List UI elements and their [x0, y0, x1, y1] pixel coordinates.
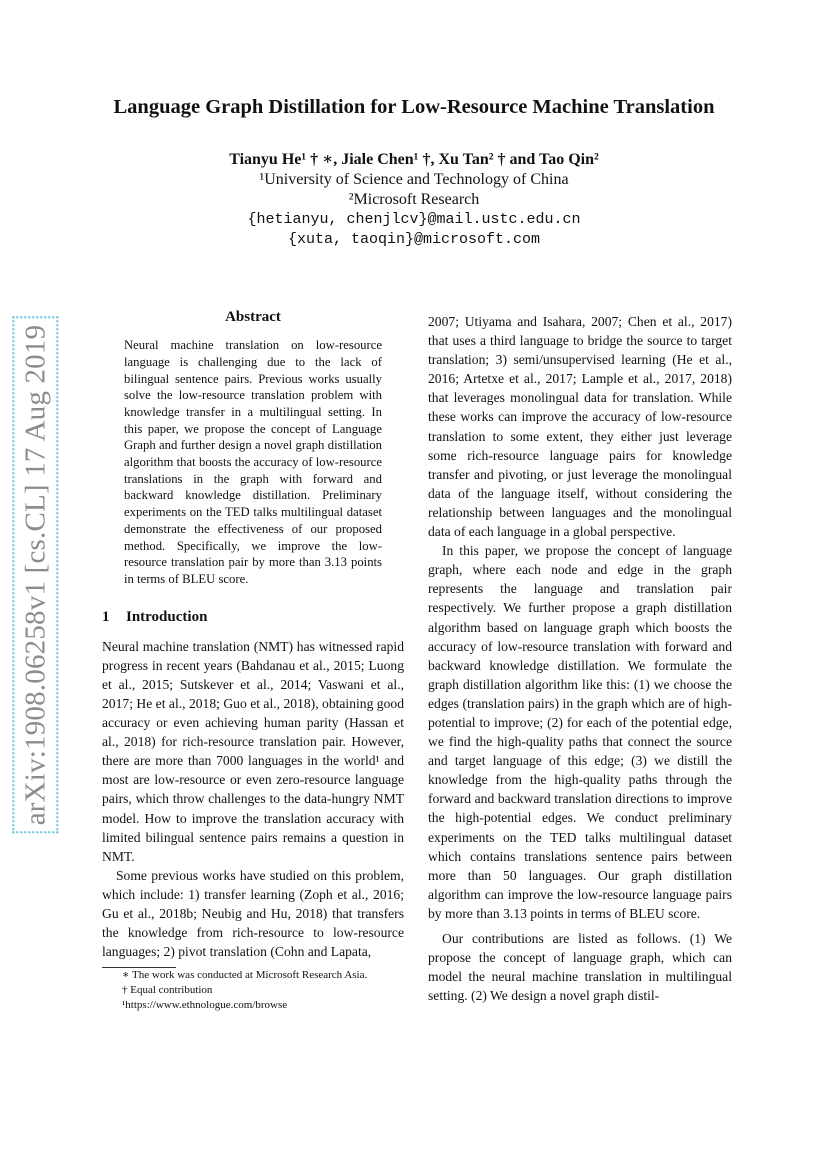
section-title: Introduction	[126, 608, 208, 625]
footnote-3: ¹https://www.ethnologue.com/browse	[122, 999, 288, 1012]
email-2: {xuta, taoqin}@microsoft.com	[287, 231, 541, 248]
intro-heading	[102, 608, 404, 627]
author-names: Tianyu He¹ † ∗, Jiale Chen¹ †, Xu Tan² † and Tao Qin²	[229, 151, 599, 168]
paper-title: Language Graph Distillation for Low-Resource Machine Translation	[113, 96, 715, 118]
right-paragraph-3: Our contributions are listed as follows. (1) We propose the concept of language graph, which can model the neural machine translation in multilingual setting. (2) We design a novel graph distil-	[428, 931, 732, 1004]
arxiv-stamp	[12, 325, 58, 825]
abstract-heading: Abstract	[225, 309, 281, 325]
left-column	[102, 308, 404, 1013]
intro-paragraph-1: Neural machine translation (NMT) has witnessed rapid progress in recent years (Bahdanau et al., 2015; Luong et al., 2015; Sutskever et al., 2014; Vaswani et al., 2017; He et al., 2018; Guo et al., 2018), obtaining good accuracy or even achieving human parity (Hassan et al., 2018) for rich-resource translation pair. However, there are more than 7000 languages in the world¹ and most are low-resource or even zero-resource language pairs, which throw challenges to the data-hungry NMT model. How to improve the translation accuracy with limited bilingual sentence pairs remains a question in NMT.	[102, 638, 404, 864]
right-column	[428, 312, 732, 1005]
intro-paragraph-2: Some previous works have studied on this problem, which include: 1) transfer learning (Zoph et al., 2016; Gu et al., 2018b; Neubig and Hu, 2018) that transfers the knowledge from rich-resource to low-resource languages; 2) pivot translation (Cohn and Lapata,	[102, 867, 404, 960]
arxiv-stamp-text: arXiv:1908.06258v1 [cs.CL] 17 Aug 2019	[12, 317, 58, 834]
abstract-text: Neural machine translation on low-resource language is challenging due to the lack of bilingual sentence pairs. Previous works usually solve the low-resource translation problem with knowledge transfer in a multilingual setting. In this paper, we propose the concept of Language Graph and further design a novel graph distillation algorithm that boosts the accuracy of low-resource translations in the graph with forward and backward knowledge distillation. Preliminary experiments on the TED talks multilingual dataset demonstrate the effectiveness of our proposed method. Specifically, we improve the low-resource translation pair by more than 3.13 points in terms of BLEU score.	[124, 338, 382, 586]
affiliation-2: ²Microsoft Research	[348, 191, 480, 208]
email-1: {hetianyu, chenjlcv}@mail.ustc.edu.cn	[247, 211, 581, 228]
section-number: 1	[102, 608, 110, 625]
footnote-1: ∗ The work was conducted at Microsoft Research Asia.	[122, 969, 368, 982]
author-block	[100, 150, 728, 250]
right-paragraph-1: 2007; Utiyama and Isahara, 2007; Chen et al., 2017) that uses a third language to bridge the source to target translation; 3) semi/unsupervised learning (He et al., 2016; Artetxe et al., 2017; Lample et al., 2017, 2018) that leverages monolingual data for translation. While these works can improve the accuracy of low-resource translation to some extent, they either just leverage some rich-resource language pairs for knowledge transfer and pivoting, or just leverage the monolingual data of the language itself, without considering the relationship between languages and the monolingual data of each language in a global perspective.	[428, 314, 732, 540]
footnote-2: † Equal contribution	[122, 984, 213, 997]
right-paragraph-2: In this paper, we propose the concept of language graph, where each node and edge in the graph represents the language and translation pair respectively. We further propose a graph distillation algorithm based on language graph which boosts the accuracy of low-resource translation with forward and backward knowledge distillation. We formulate the graph distillation algorithm like this: (1) we choose the edges (translation pairs) in the graph which are of high-potential to improve; (2) for each of the potential edge, we find the high-quality paths that connect the source and target language of this edge; (3) we distill the knowledge from the high-quality paths through the forward and backward translation directions to improve the high-potential edges. We conduct preliminary experiments on the TED talks multilingual dataset which contains translations sentence pairs between more than 50 languages. Our graph distillation algorithm can improve the low-resource language pairs by more than 3.13 points in terms of BLEU score.	[428, 543, 732, 921]
affiliation-1: ¹University of Science and Technology of China	[259, 171, 569, 188]
